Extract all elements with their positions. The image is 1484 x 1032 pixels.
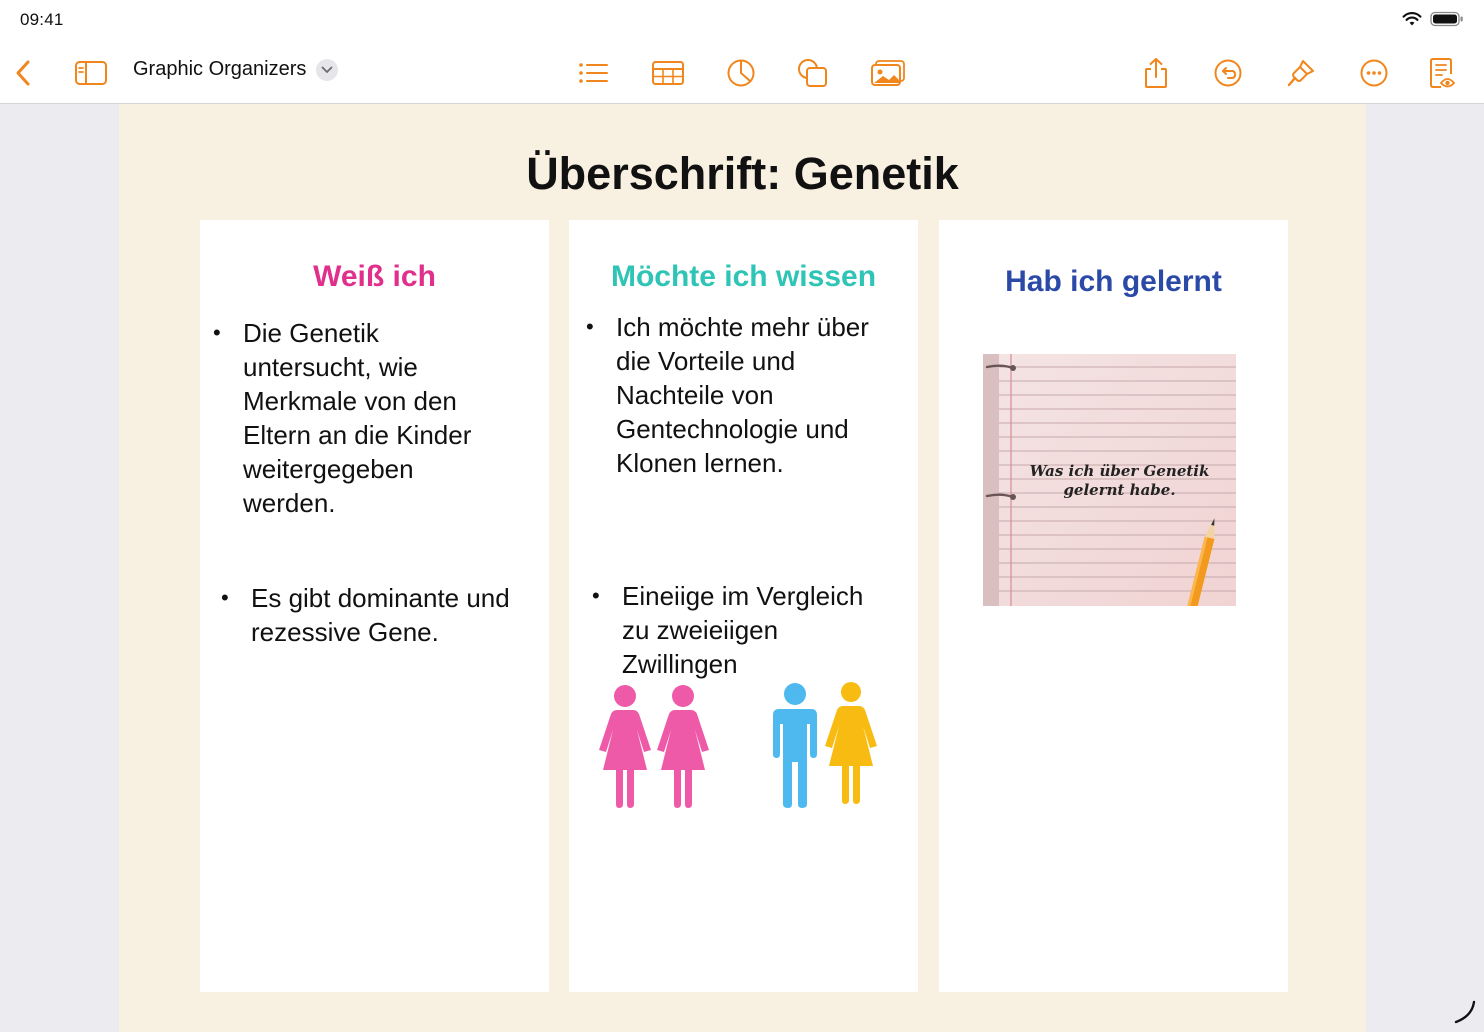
bullet-item[interactable] <box>586 310 901 480</box>
chart-icon <box>726 58 756 88</box>
column-learned[interactable] <box>939 220 1288 992</box>
bullet-dot: • <box>213 320 221 345</box>
share-icon <box>1143 57 1169 89</box>
bullet-text: Ich möchte mehr über die Vorteile und Nachteile von Gentechnologie und Klonen lernen. <box>616 312 869 478</box>
undo-icon <box>1213 58 1243 88</box>
page-heading[interactable]: Überschrift: Genetik <box>526 148 959 199</box>
notebook-image[interactable] <box>983 354 1236 606</box>
resize-handle-icon[interactable] <box>1450 998 1478 1026</box>
blue-male-figure-icon <box>773 683 817 808</box>
bullet-text: Die Genetik untersucht, wie Merkmale von den Eltern an die Kinder weitergegeben werden. <box>243 318 472 518</box>
bullet-text: Es gibt dominante und rezessive Gene. <box>251 583 510 647</box>
reader-view-button[interactable] <box>1425 55 1461 91</box>
table-icon <box>651 60 685 86</box>
notebook-handwriting: Was ich über Genetik gelernt habe. <box>1029 462 1210 499</box>
yellow-female-figure-icon <box>825 682 877 804</box>
format-button[interactable] <box>1283 55 1319 91</box>
more-button[interactable] <box>1356 55 1392 91</box>
toolbar <box>0 42 1484 104</box>
reader-view-icon <box>1428 56 1458 90</box>
column-want-to-know[interactable] <box>569 220 918 992</box>
bullet-item[interactable] <box>592 579 897 681</box>
twins-figures[interactable] <box>597 682 897 812</box>
more-icon <box>1359 58 1389 88</box>
document-title-menu[interactable] <box>133 58 338 81</box>
bullet-text: Eineiige im Vergleich zu zweieiigen Zwillingen <box>622 581 864 679</box>
battery-icon <box>1430 11 1464 27</box>
list-icon <box>577 61 609 85</box>
column-know[interactable] <box>200 220 549 992</box>
bullet-item[interactable] <box>221 581 526 649</box>
undo-button[interactable] <box>1210 55 1246 91</box>
back-button[interactable] <box>6 55 42 91</box>
share-button[interactable] <box>1138 55 1174 91</box>
shape-icon <box>797 58 829 88</box>
document-page[interactable] <box>119 104 1366 1032</box>
bullet-item[interactable] <box>213 316 513 520</box>
column-heading-want-to-know[interactable]: Möchte ich wissen <box>610 260 877 293</box>
bullet-dot: • <box>221 585 229 610</box>
bullet-dot: • <box>586 314 594 339</box>
shape-button[interactable] <box>795 55 831 91</box>
status-time: 09:41 <box>20 10 64 29</box>
status-bar <box>0 0 1484 42</box>
wifi-icon <box>1402 11 1422 27</box>
document-canvas[interactable] <box>0 104 1484 1032</box>
sidebar-icon <box>74 60 108 86</box>
list-button[interactable] <box>575 55 611 91</box>
pink-female-figure-icon <box>599 685 651 808</box>
pink-female-figure-icon <box>657 685 709 808</box>
format-brush-icon <box>1285 57 1317 89</box>
media-button[interactable] <box>870 55 906 91</box>
media-icon <box>870 59 906 87</box>
document-title: Graphic Organizers <box>133 58 307 80</box>
chart-button[interactable] <box>723 55 759 91</box>
back-chevron-icon <box>13 59 35 87</box>
chevron-down-icon <box>316 59 338 81</box>
bullet-dot: • <box>592 583 600 608</box>
table-button[interactable] <box>650 55 686 91</box>
column-heading-learned[interactable]: Hab ich gelernt <box>1005 265 1222 298</box>
sidebar-toggle-button[interactable] <box>73 55 109 91</box>
column-heading-know[interactable]: Weiß ich <box>313 260 436 293</box>
status-indicators <box>1402 11 1464 27</box>
